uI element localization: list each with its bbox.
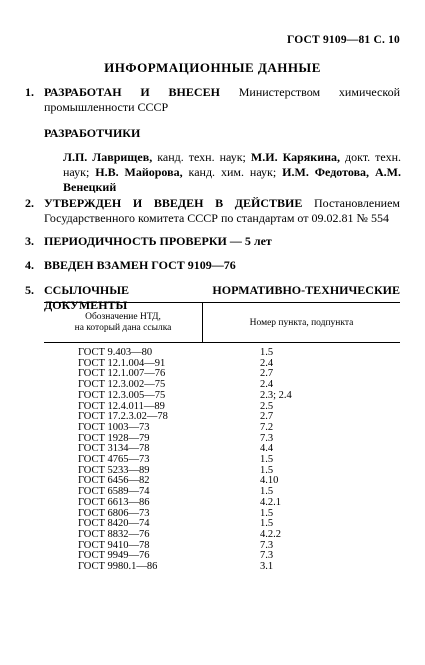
table-row <box>0 508 425 519</box>
table-row <box>0 540 425 551</box>
ntd-designation: ГОСТ 12.1.007—76 <box>78 368 166 380</box>
section-4 <box>25 258 400 273</box>
section-3-text: ПЕРИОДИЧНОСТЬ ПРОВЕРКИ — 5 лет <box>44 234 272 248</box>
developer-name: Л.П. Лаврищев, <box>63 150 153 164</box>
table-row <box>0 358 425 369</box>
section-4-text: ВВЕДЕН ВЗАМЕН ГОСТ 9109—76 <box>44 258 236 272</box>
section-2 <box>25 196 400 226</box>
table-row <box>0 347 425 358</box>
developer-degree: канд. техн. наук; <box>152 150 251 164</box>
table-row <box>0 433 425 444</box>
ntd-designation: ГОСТ 9949—76 <box>78 550 150 562</box>
clause-number: 4.4 <box>260 443 274 455</box>
clause-number: 4.2.1 <box>260 496 281 508</box>
section-4-number: 4. <box>25 258 34 272</box>
table-row <box>0 486 425 497</box>
developer-degree: докт. техн. наук; <box>63 150 401 179</box>
section-3 <box>25 234 400 249</box>
developer-degree: канд. хим. наук; <box>182 165 283 179</box>
clause-number: 1.5 <box>260 464 274 476</box>
clause-number: 7.3 <box>260 550 274 562</box>
developer-name: И.М. Федотова, <box>282 165 370 179</box>
ntd-designation: ГОСТ 6613—86 <box>78 496 150 508</box>
section-1-text: Министерством химической промышленности СССР <box>44 85 400 114</box>
clause-number: 1.5 <box>260 347 274 358</box>
clause-number: 7.3 <box>260 432 274 444</box>
clause-number: 7.2 <box>260 421 274 433</box>
section-1-number: 1. <box>25 85 34 99</box>
section-5-number: 5. <box>25 283 34 297</box>
developer-name: А.М. Венецкий <box>63 165 401 194</box>
ntd-designation: ГОСТ 6456—82 <box>78 475 150 487</box>
developer-name: Н.В. Майорова, <box>95 165 183 179</box>
table-row <box>0 422 425 433</box>
section-2-number: 2. <box>25 196 34 210</box>
clause-number: 1.5 <box>260 518 274 530</box>
ntd-designation: ГОСТ 6589—74 <box>78 486 150 498</box>
table-row <box>0 411 425 422</box>
ntd-designation: ГОСТ 17.2.3.02—78 <box>78 411 168 423</box>
ntd-designation: ГОСТ 12.3.002—75 <box>78 379 166 391</box>
table-row <box>0 390 425 401</box>
clause-number: 2.5 <box>260 400 274 412</box>
table-row <box>0 518 425 529</box>
ntd-designation: ГОСТ 9980.1—86 <box>78 561 158 572</box>
table-row <box>0 401 425 412</box>
ntd-designation: ГОСТ 12.1.004—91 <box>78 357 166 369</box>
table-row <box>0 379 425 390</box>
section-5-text: ССЫЛОЧНЫЕ НОРМАТИВНО-ТЕХНИЧЕСКИЕ ДОКУМЕНТЫ <box>44 283 400 312</box>
ntd-designation: ГОСТ 1003—73 <box>78 421 150 433</box>
table-row <box>0 465 425 476</box>
ntd-designation: ГОСТ 9410—78 <box>78 539 150 551</box>
section-2-text: Постановлением Государственного комитета СССР по стандартам от 09.02.81 № 554 <box>44 196 401 225</box>
table-row <box>0 497 425 508</box>
table-row <box>0 443 425 454</box>
table-row <box>0 368 425 379</box>
ntd-designation: ГОСТ 9.403—80 <box>78 347 153 358</box>
section-2-lead: УТВЕРЖДЕН И ВВЕДЕН В ДЕЙСТВИЕ <box>44 196 303 210</box>
clause-number: 2.7 <box>260 411 274 423</box>
ntd-designation: ГОСТ 12.3.005—75 <box>78 389 166 401</box>
ntd-designation: ГОСТ 8420—74 <box>78 518 150 530</box>
section-1-lead: РАЗРАБОТАН И ВНЕСЕН <box>44 85 220 99</box>
clause-number: 4.10 <box>260 475 279 487</box>
developer-name: М.И. Карякина, <box>250 150 341 164</box>
ntd-designation: ГОСТ 5233—89 <box>78 464 150 476</box>
section-5 <box>25 283 400 313</box>
ntd-designation: ГОСТ 3134—78 <box>78 443 150 455</box>
clause-number: 2.4 <box>260 357 274 369</box>
ntd-designation: ГОСТ 6806—73 <box>78 507 150 519</box>
clause-number: 7.3 <box>260 539 274 551</box>
table-header-designation: Обозначение НТД, на который дана ссылка <box>74 312 172 333</box>
clause-number: 1.5 <box>260 486 274 498</box>
developers-heading: РАЗРАБОТЧИКИ <box>44 126 141 140</box>
clause-number: 1.5 <box>260 454 274 465</box>
ntd-designation: ГОСТ 4765—73 <box>78 454 150 465</box>
table-top-rule <box>44 302 400 303</box>
page-title: ИНФОРМАЦИОННЫЕ ДАННЫЕ <box>104 60 321 75</box>
clause-number: 2.4 <box>260 379 274 391</box>
clause-number: 3.1 <box>260 561 274 572</box>
table-header-rule <box>44 342 400 343</box>
section-1 <box>25 85 400 115</box>
clause-number: 2.7 <box>260 368 274 380</box>
page-header: ГОСТ 9109—81 С. 10 <box>287 34 400 46</box>
developers-list <box>63 150 401 195</box>
ntd-designation: ГОСТ 8832—76 <box>78 528 150 540</box>
ntd-designation: ГОСТ 12.4.011—89 <box>78 400 165 412</box>
table-row <box>0 454 425 465</box>
table-header-clause: Номер пункта, подпункта <box>249 318 354 328</box>
ntd-designation: ГОСТ 1928—79 <box>78 432 150 444</box>
table-row <box>0 550 425 561</box>
clause-number: 2.3; 2.4 <box>260 389 292 401</box>
section-3-number: 3. <box>25 234 34 248</box>
table-row <box>0 529 425 540</box>
clause-number: 1.5 <box>260 507 274 519</box>
clause-number: 4.2.2 <box>260 528 281 540</box>
table-row <box>0 475 425 486</box>
table-row <box>0 561 425 572</box>
